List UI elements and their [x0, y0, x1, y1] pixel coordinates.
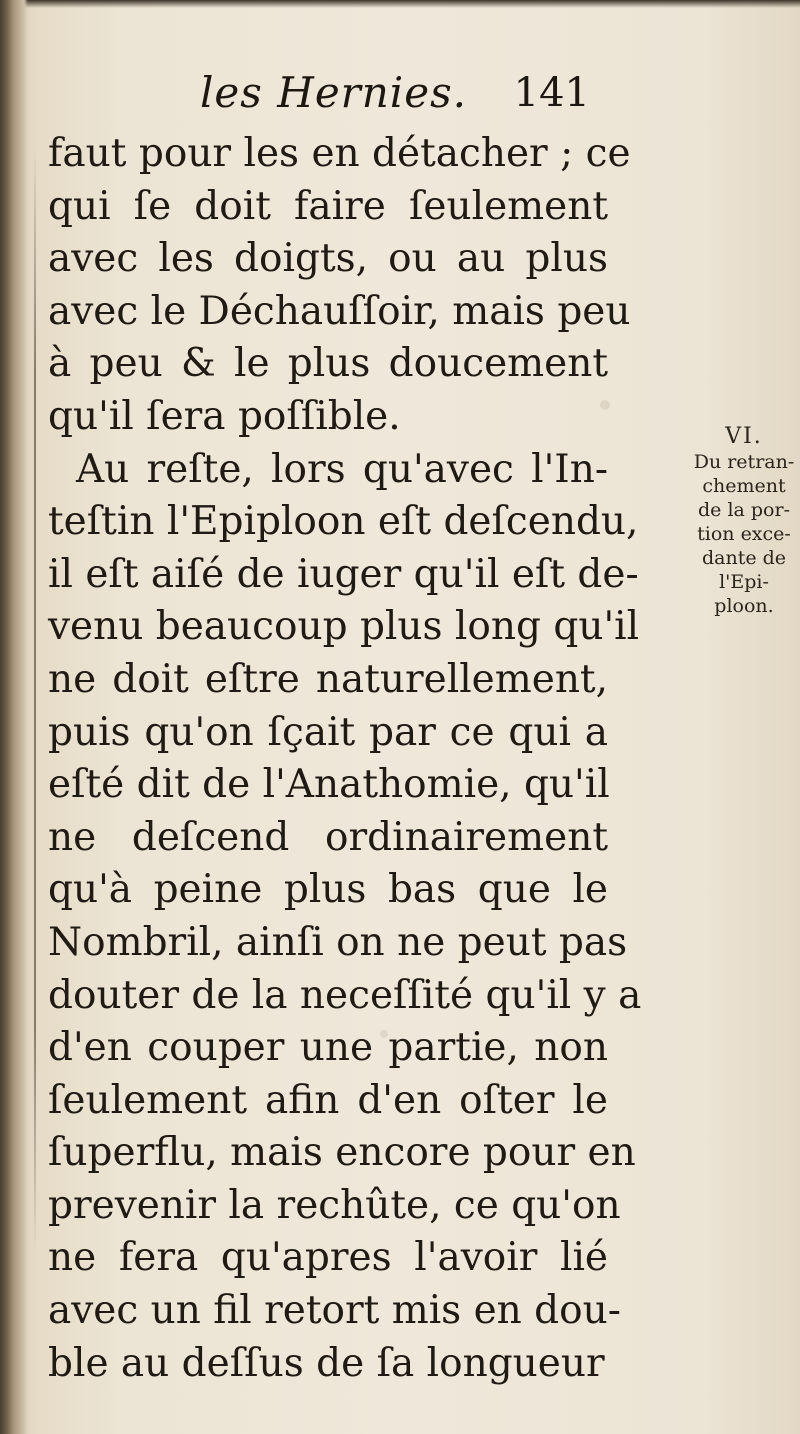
- book-binding-edge: [0, 0, 28, 1434]
- marginal-note-line: chement: [702, 475, 786, 497]
- text-line: puis qu'on ſçait par ce qui a: [48, 709, 608, 755]
- marginal-note-line: ploon.: [714, 595, 774, 617]
- text-line: Nombril, ainſi on ne peut pas: [48, 919, 628, 965]
- text-line: avec le Déchauſſoir, mais peu: [48, 288, 631, 334]
- text-line: avec les doigts, ou au plus: [48, 236, 608, 282]
- text-line: ne deſcend ordinairement: [48, 814, 608, 860]
- marginal-note-line: de la por-: [698, 499, 790, 521]
- text-line: ne doit eſtre naturellement,: [48, 656, 608, 702]
- marginal-note-number: VI.: [725, 424, 763, 449]
- running-head: les Hernies.: [200, 68, 467, 117]
- marginal-note-line: dante de: [701, 547, 787, 569]
- marginal-note-line: Du retran-: [693, 451, 795, 473]
- marginal-note-line: l'Epi-: [719, 571, 769, 593]
- page-top-edge: [0, 0, 800, 8]
- text-line: teſtin l'Epiploon eſt deſcendu,: [48, 499, 639, 545]
- gutter-shadow: [34, 150, 36, 1250]
- text-line: avec un fil retort mis en dou-: [48, 1288, 621, 1334]
- text-line: il eſt aiſé de iuger qu'il eſt de-: [48, 551, 639, 597]
- page-header: [200, 68, 620, 128]
- text-line: qui ſe doit faire ſeulement: [48, 183, 608, 229]
- text-line: ble au deſſus de ſa longueur: [48, 1340, 605, 1386]
- text-line: ſuperflu, mais encore pour en: [48, 1130, 636, 1176]
- text-line: d'en couper une partie, non: [48, 1025, 608, 1071]
- text-line: ſeulement afin d'en oſter le: [48, 1077, 608, 1123]
- text-line: qu'il ſera poſſible.: [48, 393, 401, 439]
- text-line: prevenir la rechûte, ce qu'on: [48, 1182, 621, 1228]
- page-number: 141: [513, 70, 590, 116]
- text-line: qu'à peine plus bas que le: [48, 867, 608, 913]
- marginal-note: [688, 424, 800, 618]
- text-line: douter de la neceſſité qu'il y a: [48, 972, 642, 1018]
- body-text: [48, 128, 642, 1390]
- marginal-note-line: tion exce-: [697, 523, 791, 545]
- text-line: venu beaucoup plus long qu'il: [48, 604, 640, 650]
- text-line: faut pour les en détacher ; ce: [48, 131, 631, 176]
- text-line: à peu & le plus doucement: [48, 341, 608, 387]
- text-line: ne fera qu'apres l'avoir lié: [48, 1235, 608, 1281]
- text-line: eſté dit de l'Anathomie, qu'il: [48, 762, 610, 808]
- text-line: Au reſte, lors qu'avec l'In-: [76, 446, 608, 492]
